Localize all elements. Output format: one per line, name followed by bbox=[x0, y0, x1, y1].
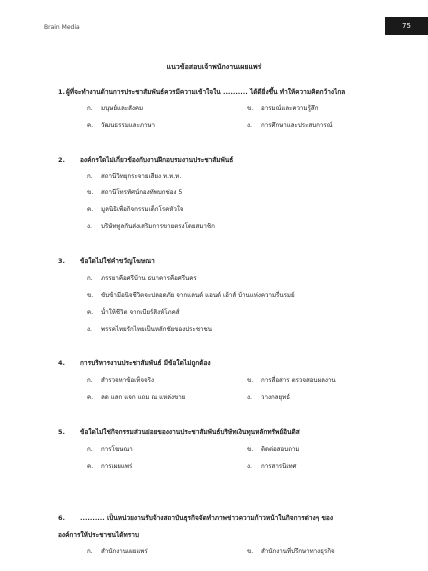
option-6b bbox=[247, 546, 335, 556]
question-text: ผู้ที่จะทำงานด้านการประชาสัมพันธ์ควรมีความเข้าใจใน .......... ได้ดียิ่งขึ้น ทำให้ความคิดกว้างไกล bbox=[66, 88, 346, 96]
question-1 bbox=[58, 87, 345, 97]
option-text: การสื่อสาร ตรวจสอบผลงาน bbox=[261, 377, 336, 384]
option-text: ลด แลก แจก แถม ณ แหล่งขาย bbox=[101, 394, 186, 401]
option-text: สำรวจหาข้อเท็จจริง bbox=[101, 377, 154, 384]
option-text: สถานีวิทยุกระจายเสียง ท.ท.ท. bbox=[101, 173, 182, 180]
page-number-badge: 75 bbox=[385, 17, 428, 35]
option-label: ง. bbox=[87, 326, 92, 333]
option-text: ภรรยาคือศรีบ้าน ธนาคารคือศรีนคร bbox=[101, 275, 197, 282]
option-4a bbox=[87, 375, 154, 385]
option-5b bbox=[247, 444, 300, 454]
option-text: มูลนิธิเพื่อกิจกรรมเด็กโรคหัวใจ bbox=[101, 206, 184, 213]
question-4 bbox=[58, 358, 211, 368]
question-5 bbox=[58, 427, 300, 437]
option-text: วางกลยุทธ์ bbox=[261, 394, 290, 401]
option-text: ติดต่อสอบถาม bbox=[261, 446, 300, 453]
option-text: สำนักงานที่ปรึกษาทางธุรกิจ bbox=[261, 548, 335, 555]
page-title: แนวข้อสอบเจ้าพนักงานเผยแพร่ bbox=[166, 63, 262, 71]
option-5d bbox=[247, 461, 296, 471]
question-number: 2. bbox=[58, 156, 65, 164]
option-label: ง. bbox=[247, 394, 252, 401]
question-6 bbox=[58, 513, 333, 523]
option-5c bbox=[87, 461, 132, 471]
option-1b bbox=[247, 103, 318, 113]
option-4b bbox=[247, 375, 336, 385]
option-text: น้ำให้ชีวิต จากเบียร์สิงห์โภคส์ bbox=[101, 309, 180, 316]
option-text: บริษัททูลกันส่งเสริมการขายตรงโดยสมาชิก bbox=[101, 223, 215, 230]
option-text: อารมณ์และความรู้สึก bbox=[261, 105, 319, 112]
question-text: .......... เป็นหน่วยงานรับจ้างสถาบันธุรกิจจัดทำภาพข่าวความก้าวหน้าในกิจการต่างๆ ของ bbox=[80, 514, 334, 522]
option-2c bbox=[87, 204, 184, 214]
option-text: การเผยแพร่ bbox=[101, 463, 133, 470]
option-2b bbox=[87, 187, 182, 197]
question-6-continuation: องค์การให้ประชาชนได้ทราบ bbox=[58, 531, 140, 539]
option-2d bbox=[87, 221, 215, 231]
option-text: พรรคไทยรักไทยเป็นหลักชัยของประชาชน bbox=[101, 326, 212, 333]
option-text: การศึกษาและประสบการณ์ bbox=[261, 122, 333, 129]
option-1a bbox=[87, 103, 143, 113]
option-1d bbox=[247, 120, 332, 130]
option-label: ข. bbox=[87, 189, 94, 196]
question-text: การบริหารงานประชาสัมพันธ์ มีข้อใดไม่ถูกต้อง bbox=[80, 359, 211, 367]
option-label: ค. bbox=[87, 463, 94, 470]
option-label: ข. bbox=[87, 292, 94, 299]
option-text: สำนักงานเผยแพร่ bbox=[101, 548, 148, 555]
question-number: 6. bbox=[58, 514, 65, 522]
option-label: ค. bbox=[87, 394, 94, 401]
option-label: ก. bbox=[87, 548, 93, 555]
option-label: ก. bbox=[87, 173, 93, 180]
option-label: ง. bbox=[247, 463, 252, 470]
header-brand: Brain Media bbox=[44, 24, 80, 31]
question-2 bbox=[58, 155, 233, 165]
question-text: ข้อใดไม่ใช่กิจกรรมส่วนย่อยของงานประชาสัมพันธ์บริษัทเงินทุนหลักทรัพย์อินดิส bbox=[80, 428, 300, 436]
option-label: ข. bbox=[247, 105, 254, 112]
option-label: ก. bbox=[87, 446, 93, 453]
question-number: 4. bbox=[58, 359, 65, 367]
question-text: ข้อใดไม่ใช่คำขวัญโฆษณา bbox=[80, 257, 155, 265]
question-number: 3. bbox=[58, 257, 65, 265]
question-number: 5. bbox=[58, 428, 65, 436]
option-label: ข. bbox=[247, 377, 254, 384]
option-text: สถานีโทรทัศน์กองทัพบกช่อง 5 bbox=[101, 189, 183, 196]
option-label: ค. bbox=[87, 206, 94, 213]
option-label: ค. bbox=[87, 309, 94, 316]
option-4c bbox=[87, 392, 185, 402]
question-text: องค์กรใดไม่เกี่ยวข้องกับงานฝึกอบรมงานประชาสัมพันธ์ bbox=[80, 156, 234, 164]
option-4d bbox=[247, 392, 290, 402]
option-label: ง. bbox=[247, 122, 252, 129]
option-label: ข. bbox=[247, 548, 254, 555]
question-3 bbox=[58, 256, 155, 266]
option-6a bbox=[87, 546, 148, 556]
option-3d bbox=[87, 324, 212, 334]
option-text: ขับข้ามีอนิจชีวิตจะปลอดภัย จากแลนด์ แอนด์ เฮ้าส์ บ้านแห่งความรื่นรมย์ bbox=[101, 292, 295, 299]
question-number: 1. bbox=[58, 88, 65, 96]
option-text: การสารนิเทศ bbox=[261, 463, 297, 470]
option-3b bbox=[87, 290, 295, 300]
option-text: การโฆษณา bbox=[101, 446, 133, 453]
option-text: มนุษย์และสังคม bbox=[101, 105, 144, 112]
option-label: ข. bbox=[247, 446, 254, 453]
option-2a bbox=[87, 171, 181, 181]
option-label: ก. bbox=[87, 105, 93, 112]
option-text: วัฒนธรรมและภาษา bbox=[101, 122, 156, 129]
option-5a bbox=[87, 444, 133, 454]
option-1c bbox=[87, 120, 155, 130]
option-3c bbox=[87, 307, 180, 317]
option-3a bbox=[87, 273, 197, 283]
option-label: ก. bbox=[87, 377, 93, 384]
option-label: ค. bbox=[87, 122, 94, 129]
option-label: ง. bbox=[87, 223, 92, 230]
option-label: ก. bbox=[87, 275, 93, 282]
